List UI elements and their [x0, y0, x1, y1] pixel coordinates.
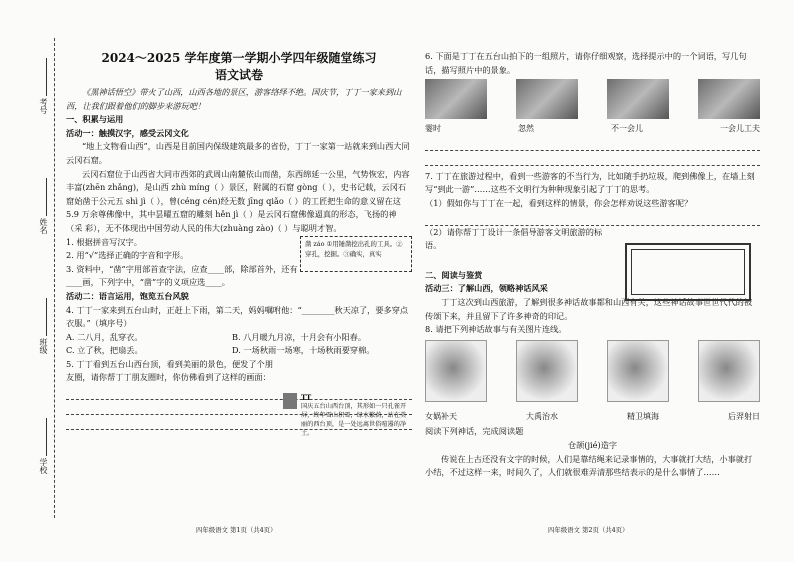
activity-2-heading: 活动二：语言运用，饱览五台风貌 — [66, 290, 189, 301]
question-1: 1. 根据拼音写汉字。 — [66, 236, 142, 247]
option-d[interactable]: D. 一场秋雨一场寒，十场秋雨要穿棉。 — [232, 345, 375, 356]
caption: 忽然 — [518, 124, 534, 134]
label-school: 学校 — [39, 458, 48, 474]
slogan-frame[interactable] — [625, 243, 751, 301]
label-class: 班级 — [39, 338, 48, 354]
question-7-1: （1）假如你与丁丁在一起，看到这样的情景，你会怎样劝说这些游客呢？ — [425, 197, 693, 208]
avatar — [283, 393, 297, 409]
myth-label[interactable]: 精卫填海 — [627, 411, 659, 421]
option-c[interactable]: C. 立了秋，把扇丢。 — [66, 345, 143, 356]
post-author: TT — [301, 393, 312, 402]
photo — [607, 79, 669, 119]
question-7-2: （2）请你帮丁丁设计一条倡导游客文明旅游的标语。 — [425, 226, 603, 251]
label-name: 姓名 — [39, 218, 48, 234]
label-exam-number: 考号 — [39, 98, 48, 114]
reading-instruction: 阅读下列神话，完成阅读题 — [425, 426, 524, 437]
binding-strip — [36, 38, 62, 518]
question-7: 7. 丁丁在旅游过程中，看到一些游客的不当行为，比如随手扔垃圾，爬到佛像上，在墙上刻写“到此一游”……这些不文明行为种种现象引起了丁丁的思考。 — [425, 170, 755, 195]
myth-pictures — [425, 340, 760, 402]
caption: 不一会儿 — [611, 124, 643, 134]
answer-line[interactable] — [425, 151, 760, 166]
blank-school[interactable] — [46, 418, 48, 456]
answer-line[interactable] — [425, 136, 760, 151]
question-5: 5. 丁丁看到五台山西台顶，看到美丽的景色，便发了个朋友圈，请你帮丁丁朋友圈时，你仿佛看到了这样的画面： — [66, 358, 273, 383]
question-6: 6. 下面是丁丁在五台山拍下的一组照片，请你仔细观察，选择提示中的一个词语，写几句话，描写照片中的景象。 — [425, 51, 747, 75]
option-a[interactable]: A. 二八月，乱穿衣。 — [66, 331, 143, 342]
section-1-heading: 一、积累与运用 — [66, 114, 124, 125]
page-footer-1: 四年级语文 第1页（共4页） — [196, 526, 277, 534]
photo — [516, 79, 578, 119]
photo-captions — [425, 122, 760, 136]
myth-label[interactable]: 大禹治水 — [526, 411, 558, 421]
passage-3: 丁丁这次到山西旅游，了解到很多神话故事都和山西有关，这些神话故事世世代代的被传颂下来，并且留下了许多神奇的印记。 — [425, 296, 753, 321]
passage-2: 云冈石窟位于山西省大同市西郊的武周山南麓依山而凿，东西绵延一公里，气势恢宏，内容丰富(zhēn zhǎng)，是山西 zhù míng（ ）景区，附属的石窟 gòng（ ），史书记载，云冈石窟始凿于公元五 shì jì（ ），曾(céng cén)经无数 jīng qiǎo（ ）的工匠把生命的意义留在这 5.9 万余尊佛像中，其中昙曜五窟的雕刻 hěn jì（ ）是云冈石窟佛像逼真的形态，飞扬的神（采 彩），无不体现出中国劳动人民的伟大(zhuàng zào)（ ）与聪明才智。 — [66, 168, 410, 233]
photo-row — [425, 79, 760, 119]
blank-exam-number[interactable] — [46, 58, 48, 96]
myth-label[interactable]: 后羿射日 — [728, 411, 760, 421]
blank-class[interactable] — [46, 298, 48, 336]
question-3: 3. 资料中，“凿”字用部首查字法，应查____部，除部首外，还有____画，下列字中，“凿”字的义项应选____。 — [66, 263, 298, 288]
question-4-options-row2 — [66, 344, 412, 358]
exam-title: 2024～2025 学年度第一学期小学四年级随堂练习 — [101, 51, 377, 65]
photo — [425, 79, 487, 119]
question-8: 8. 请把下列神话故事与有关图片连线。 — [425, 324, 567, 335]
myth-picture — [425, 340, 487, 402]
question-4: 4. 丁丁一家来到五台山时，正赶上下雨，第二天，妈妈嘱咐他：“________秋天凉了，要多穿点衣服。”（填序号） — [66, 304, 409, 329]
activity-1-heading: 活动一：触摸汉字，感受云冈文化 — [66, 127, 189, 138]
page-footer-2: 四年级语文 第2页（共4页） — [548, 526, 629, 534]
myth-picture — [516, 340, 578, 402]
option-b[interactable]: B. 八月暖九月凉，十月会有小阳春。 — [232, 331, 367, 342]
question-2: 2. 用“√”选择正确的字音和字形。 — [66, 250, 189, 261]
myth-label[interactable]: 女娲补天 — [425, 411, 457, 421]
binding-dashed-line — [54, 38, 56, 518]
exam-subtitle: 语文试卷 — [214, 68, 263, 82]
section-2-heading: 二、阅读与鉴赏 — [425, 269, 483, 280]
myth-picture — [698, 340, 760, 402]
photo — [698, 79, 760, 119]
passage-1: “地上文物看山西”，山西是目前国内保级建筑最多的省份，丁丁一家第一站就来到山西大同云冈石窟。 — [66, 141, 410, 165]
slogan-frame-inner — [631, 249, 745, 295]
dictionary-note: 凿 záo ①用锤凿挖出孔的工具。②穿孔，挖掘。③确实，真实 — [300, 236, 412, 272]
caption: 霎时 — [425, 124, 441, 134]
myth-picture — [607, 340, 669, 402]
story-text: 传说在上古还没有文字的时候，人们是靠结绳来记录事情的，大事就打大结，小事就打小结，不过这样一来，时间久了，人们就很难弄清那些结表示的是什么事情了…… — [425, 453, 753, 478]
caption: 一会儿工夫 — [720, 124, 760, 134]
post-text: 国庆五台山西台顶，其形如一只孔雀开屏，终年雪山积雪，绿水繁荫，站在美丽的西台顶，是一处远离世俗喧嚣的净土。 — [301, 403, 407, 437]
answer-line[interactable] — [425, 211, 760, 226]
activity-3-heading: 活动三：了解山西，领略神话风采 — [425, 283, 548, 294]
story-title: 仓颉(jié)造字 — [567, 439, 618, 450]
moments-post — [283, 393, 411, 438]
myth-labels — [425, 410, 760, 424]
blank-name[interactable] — [46, 178, 48, 216]
question-4-options-row1 — [66, 331, 412, 345]
intro-text: 《黑神话悟空》带火了山西，山西各地的景区，游客络绎不绝。国庆节，丁丁一家来到山西，让我们跟着他们的脚步来游玩吧！ — [66, 87, 402, 111]
